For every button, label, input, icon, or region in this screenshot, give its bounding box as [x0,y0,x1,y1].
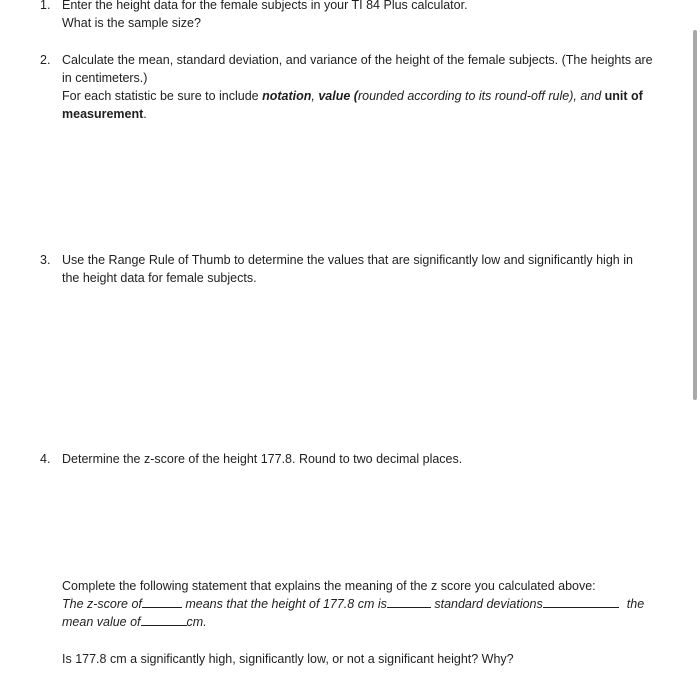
instruction-text-cont [62,105,665,123]
question-4 [40,450,665,468]
instruction-part: , [311,89,319,103]
answer-blank-mean[interactable] [141,613,187,626]
question-text: Enter the height data for the female subjects in your TI 84 Plus calculator. [62,0,468,12]
instruction-part: , and [573,89,605,103]
question-number: 4. [40,452,51,466]
question-number: 1. [40,0,51,12]
instruction-part: For each statistic be sure to include [62,89,263,103]
instruction-notation: notation [262,89,312,103]
complete-statement [62,577,662,631]
instruction-measurement: measurement [62,107,144,121]
question-2 [40,51,665,123]
instruction-value: value ( [318,89,358,103]
question-text: Determine the z-score of the height 177.8. Round to two decimal places. [62,452,463,466]
statement-part: means that the height of 177.8 cm is [181,597,387,611]
question-text: in centimeters.) [62,71,148,85]
question-number: 2. [40,53,51,67]
scrollbar[interactable] [693,30,697,400]
question-text: What is the sample size? [62,16,201,30]
statement-part: mean value of [62,615,141,629]
instruction-rounded: rounded according to its round-off rule) [357,89,574,103]
answer-blank-count[interactable] [387,595,431,608]
instruction-text [62,87,665,105]
question-number: 3. [40,253,51,267]
statement-part: the [626,597,645,611]
statement-part: standard deviations [430,597,543,611]
statement-line-1 [62,595,662,613]
instruction-unit: unit of [604,89,643,103]
question-text: Calculate the mean, standard deviation, and variance of the height of the female subjects. (The heights are [62,53,653,67]
answer-blank-zscore[interactable] [142,595,182,608]
final-question: Is 177.8 cm a significantly high, significantly low, or not a significant height? Why? [62,652,514,666]
statement-part: cm. [186,615,207,629]
answer-blank-direction[interactable] [543,595,619,608]
question-text: Use the Range Rule of Thumb to determine the values that are significantly low and significantly high in [62,253,633,267]
instruction-part: . [143,107,147,121]
question-3 [40,251,665,287]
question-1 [40,0,665,32]
statement-line-2 [62,613,662,631]
statement-intro: Complete the following statement that explains the meaning of the z score you calculated above: [62,579,596,593]
statement-part: The z-score of [62,597,142,611]
question-text: the height data for female subjects. [62,271,257,285]
